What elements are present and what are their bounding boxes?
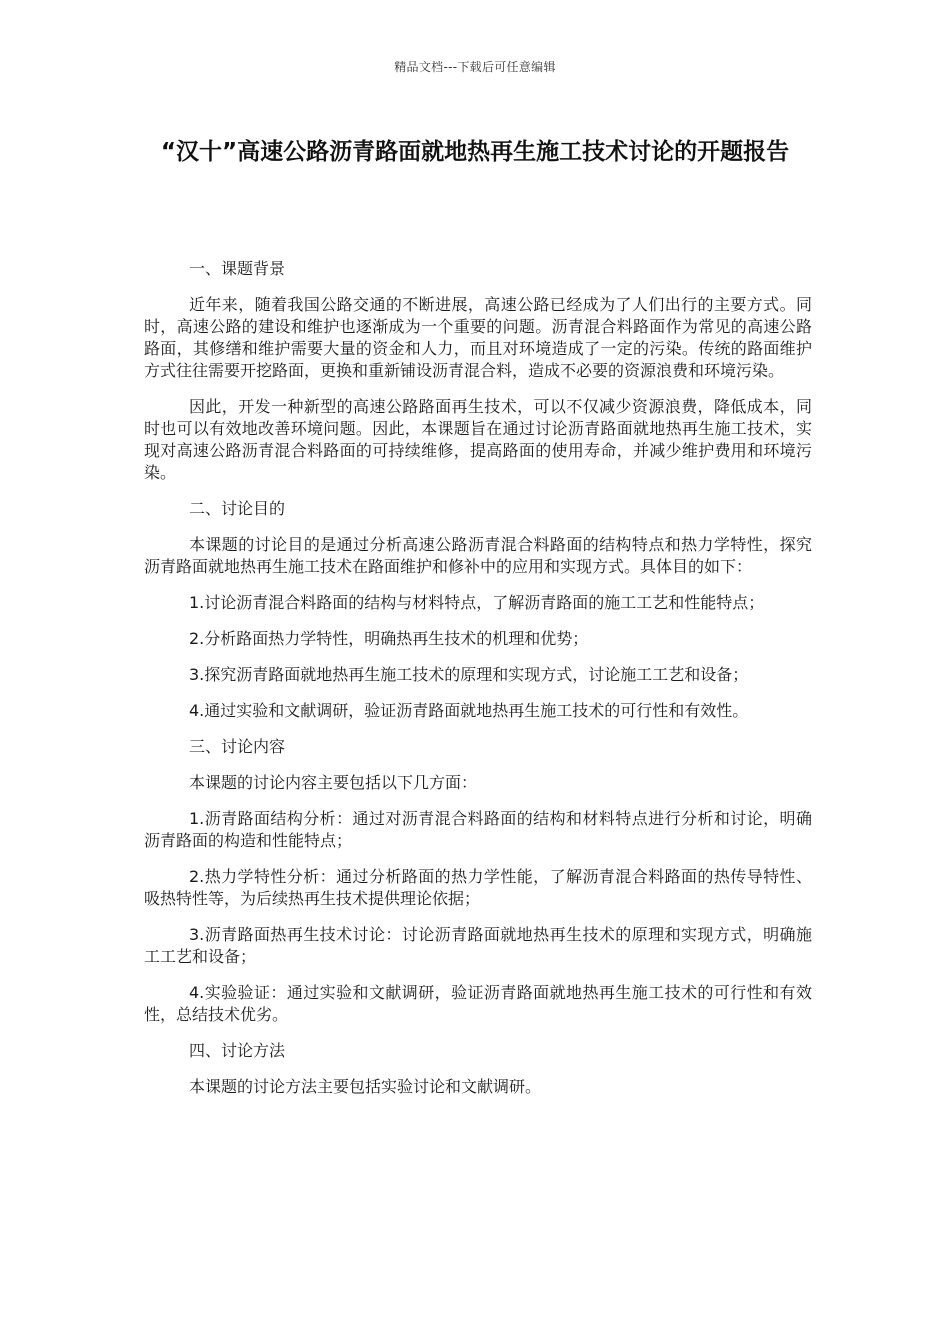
background-paragraph-1: 近年来，随着我国公路交通的不断进展，高速公路已经成为了人们出行的主要方式。同时，高速公路的建设和维护也逐渐成为一个重要的问题。沥青混合料路面作为常见的高速公路路面，其修缮和维护需要大量的资金和人力，而且对环境造成了一定的污染。传统的路面维护方式往往需要开挖路面，更换和重新铺设沥青混合料，造成不必要的资源浪费和环境污染。 bbox=[144, 295, 812, 380]
header-note: 精品文档---下载后可任意编辑 bbox=[394, 60, 556, 74]
purpose-intro: 本课题的讨论目的是通过分析高速公路沥青混合料路面的结构特点和热力学特性，探究沥青路面就地热再生施工技术在路面维护和修补中的应用和实现方式。具体目的如下： bbox=[144, 535, 812, 576]
section-heading-content: 三、讨论内容 bbox=[189, 737, 286, 756]
method-text: 本课题的讨论方法主要包括实验讨论和文献调研。 bbox=[189, 1077, 542, 1096]
purpose-item: 2.分析路面热力学特性，明确热再生技术的机理和优势； bbox=[189, 629, 589, 648]
purpose-item: 4.通过实验和文献调研，验证沥青路面就地热再生施工技术的可行性和有效性。 bbox=[189, 701, 749, 720]
background-paragraph-2: 因此，开发一种新型的高速公路路面再生技术，可以不仅减少资源浪费，降低成本，同时也可以有效地改善环境问题。因此，本课题旨在通过讨论沥青路面就地热再生施工技术，实现对高速公路沥青混合料路面的可持续维修，提高路面的使用寿命，并减少维护费用和环境污染。 bbox=[144, 397, 812, 482]
content-item: 2.热力学特性分析：通过分析路面的热力学性能，了解沥青混合料路面的热传导特性、吸热特性等，为后续热再生技术提供理论依据； bbox=[144, 867, 812, 908]
section-heading-method: 四、讨论方法 bbox=[189, 1041, 286, 1060]
content-item: 1.沥青路面结构分析：通过对沥青混合料路面的结构和材料特点进行分析和讨论，明确沥青路面的构造和性能特点； bbox=[144, 809, 812, 850]
content-item: 4.实验验证：通过实验和文献调研，验证沥青路面就地热再生施工技术的可行性和有效性，总结技术优劣。 bbox=[144, 983, 812, 1024]
content-item: 3.沥青路面热再生技术讨论：讨论沥青路面就地热再生技术的原理和实现方式，明确施工工艺和设备； bbox=[144, 925, 812, 966]
document-body bbox=[144, 258, 812, 1112]
purpose-item: 3.探究沥青路面就地热再生施工技术的原理和实现方式，讨论施工工艺和设备； bbox=[189, 665, 749, 684]
content-intro: 本课题的讨论内容主要包括以下几方面： bbox=[189, 773, 478, 792]
section-heading-background: 一、课题背景 bbox=[189, 259, 286, 278]
purpose-item: 1.讨论沥青混合料路面的结构与材料特点，了解沥青路面的施工工艺和性能特点； bbox=[189, 593, 765, 612]
document-title: “汉十”高速公路沥青路面就地热再生施工技术讨论的开题报告 bbox=[160, 139, 790, 165]
section-heading-purpose: 二、讨论目的 bbox=[189, 499, 286, 518]
